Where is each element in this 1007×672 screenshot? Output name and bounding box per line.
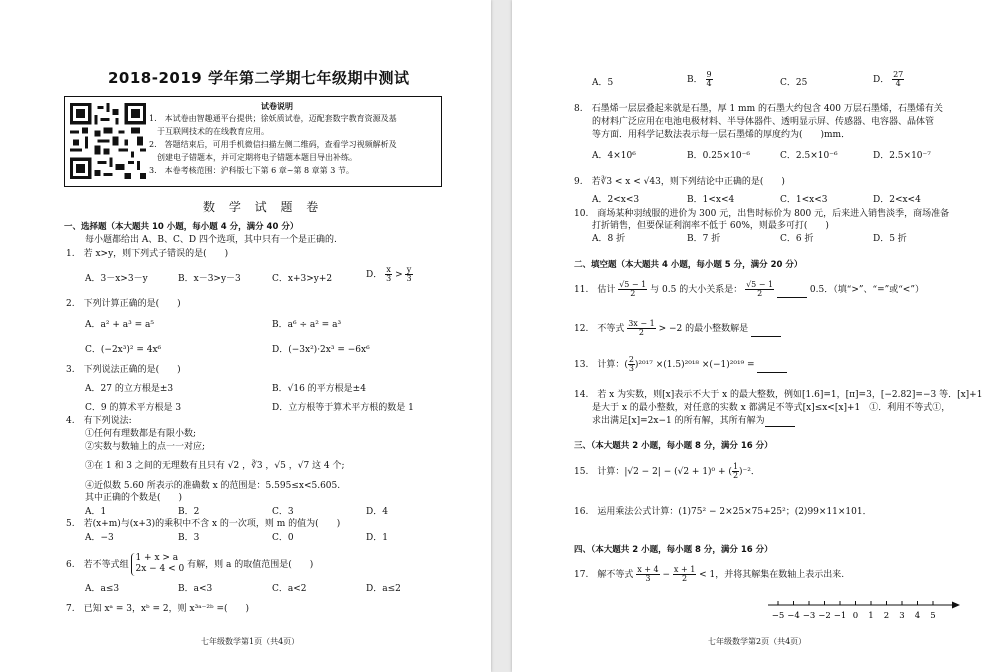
exam-notes-box xyxy=(64,96,442,187)
option-c: C．3 xyxy=(272,507,294,517)
option-b: B．7 折 xyxy=(687,234,721,244)
question-8-line: 等方面．用科学记数法表示每一层石墨烯的厚度约为( )mm． xyxy=(574,130,851,140)
option-d: D．a≤2 xyxy=(366,584,401,594)
answer-blank xyxy=(765,418,795,427)
question-2: 2. 下列计算正确的是( ) xyxy=(66,299,181,309)
answer-blank xyxy=(777,289,807,298)
number-line-label: 3 xyxy=(899,611,905,621)
number-line-label: −5 xyxy=(771,611,785,621)
question-7: 7. 已知 xᵃ = 3，xᵇ = 2，则 x³ᵃ⁻²ᵇ =( ) xyxy=(66,604,250,614)
number-line-label: 1 xyxy=(868,611,874,621)
question-6: 6. 若不等式组 1 + x > a 2x − 4 < 0 有解，则 a 的取值范围是( ) xyxy=(66,553,314,575)
option-b: B．a<3 xyxy=(178,584,213,594)
page-footer: 七年级数学第2页（共4页） xyxy=(708,637,807,646)
number-line-label: 2 xyxy=(883,611,890,621)
question-10: 10. 商场某种羽绒服的进价为 300 元，出售时标价为 800 元，后来进入销售淡季，商场准备 xyxy=(574,209,950,219)
statement-1: ①任何有理数都是有限小数; xyxy=(85,429,197,439)
option-b: B．a⁶ ÷ a² = a³ xyxy=(272,320,342,330)
exam-subtitle: 数 学 试 题 卷 xyxy=(203,200,324,214)
statement-2: ②实数与数轴上的点一一对应; xyxy=(85,442,206,452)
page-2 xyxy=(512,0,1007,672)
question-9: 9. 若∛3 < x < √43，则下列结论中正确的是( ) xyxy=(574,177,785,187)
question-14: 14. 若 x 为实数，则[x]表示不大于 x 的最大整数，例如[1.6]=1，[π]=3，[−2.82]=−3 等．[x]+1 xyxy=(574,390,983,400)
option-d: D．1 xyxy=(366,533,388,543)
question-14-line: 是大于 x 的最小整数，对任意的实数 x 都满足不等式[x]≤x<[x]+1 ①．利用不等式①， xyxy=(574,403,951,413)
number-line-label: 0 xyxy=(852,611,859,621)
question-16: 16. 运用乘法公式计算：(1)75² − 2×25×75+25²；(2)99×11×101． xyxy=(574,507,872,517)
option-c: C．2.5×10⁻⁶ xyxy=(780,151,838,161)
section-heading: 四、（本大题共 2 小题，每小题 8 分，满分 16 分） xyxy=(574,545,773,555)
option-a: A．4×10⁶ xyxy=(592,151,636,161)
option-d: D． $\frac{27}{4}$ xyxy=(873,70,904,88)
option-d: D．2.5×10⁻⁷ xyxy=(873,151,931,161)
option-d: D． $\frac{x}{3}$ > $\frac{y}{3}$ xyxy=(366,265,412,283)
option-c: C．a<2 xyxy=(272,584,307,594)
option-a: A．8 折 xyxy=(592,234,626,244)
number-line xyxy=(764,596,964,624)
option-a: A．2<x<3 xyxy=(592,195,640,205)
option-d: D．(−3x²)·2x³ = −6x⁶ xyxy=(272,345,370,355)
option-b: B．0.25×10⁻⁶ xyxy=(687,151,751,161)
question-5: 5. 若(x+m)与(x+3)的乘积中不含 x 的一次项，则 m 的值为( ) xyxy=(66,519,341,529)
option-a: A．1 xyxy=(85,507,107,517)
option-a: A．−3 xyxy=(85,533,114,543)
option-c: C．9 的算术平方根是 3 xyxy=(85,403,182,413)
note-line: 2. 答题结束后，可用手机微信扫描左侧二维码，查看学习视频解析及 xyxy=(149,140,397,149)
page-1 xyxy=(0,0,491,672)
statement-4: ④近似数 5.60 所表示的准确数 x 的范围是：5.595≤x<5.605. xyxy=(85,481,341,491)
option-d: D．5 折 xyxy=(873,234,907,244)
question-ask: 其中正确的个数是( ) xyxy=(85,493,183,503)
option-d: D．2<x<4 xyxy=(873,195,921,205)
note-line: 创建电子错题本，并可定期将电子错题本题目导出补练。 xyxy=(149,153,357,162)
question-10-line: 打折销售，但要保证利润率不低于 60%，则最多可打( ) xyxy=(574,221,829,231)
number-line-label: 5 xyxy=(930,611,936,621)
option-b: B． $\frac{9}{4}$ xyxy=(687,70,712,88)
question-11: 11. 估计 $\frac{√5 - 1}{2}$ 与 0.5 的大小关系是： $\frac{√5 - 1}{2}$ 0.5．（填“>”、“=”或“<”） xyxy=(574,280,924,298)
exam-title: 2018-2019 学年第二学期七年级期中测试 xyxy=(108,69,410,87)
section-heading: 一、选择题（本大题共 10 小题，每小题 4 分，满分 40 分） xyxy=(64,222,299,232)
section-intro: 每小题都给出 A、B、C、D 四个选项，其中只有一个是正确的. xyxy=(85,235,337,245)
note-line: 于互联网技术的在线教育应用。 xyxy=(149,127,269,136)
question-1: 1. 若 x>y，则下列式子错误的是( ) xyxy=(66,249,229,259)
question-8-line: 的材料广泛应用在电池电极材料、半导体器件、透明显示屏、传感器、电容器、晶体管 xyxy=(574,117,935,127)
question-4: 4. 有下列说法: xyxy=(66,416,132,426)
option-d: D．立方根等于算术平方根的数是 1 xyxy=(272,403,414,413)
number-line-label: −2 xyxy=(818,611,831,621)
answer-blank xyxy=(751,328,781,337)
notes-title: 试卷说明 xyxy=(261,101,293,111)
option-b: B．√16 的平方根是±4 xyxy=(272,384,366,394)
section-heading: 三、（本大题共 2 小题，每小题 8 分，满分 16 分） xyxy=(574,441,773,451)
number-line-label: −4 xyxy=(787,611,800,621)
question-3: 3. 下列说法正确的是( ) xyxy=(66,365,181,375)
question-14-line: 求出满足[x]=2x−1 的所有解，其所有解为 xyxy=(574,416,795,427)
number-line-label: −1 xyxy=(833,611,847,621)
option-c: C．x+3>y+2 xyxy=(272,274,333,284)
page-footer: 七年级数学第1页（共4页） xyxy=(201,637,300,646)
question-15: 15. 计算：|√2 − 2| − (√2 + 1)⁰ + ( $\frac{1}{2}$ )⁻²． xyxy=(574,462,760,480)
option-b: B．x－3>y－3 xyxy=(178,274,241,284)
option-c: C．6 折 xyxy=(780,234,814,244)
statement-3: ③在 1 和 3 之间的无理数有且只有 √2 ，∛3 ，√5 ，√7 这 4 个; xyxy=(85,461,345,471)
note-line: 1. 本试卷由智趣通平台提供；徐妖质试卷，迈配套数字教育资源及基 xyxy=(149,114,397,123)
qr-code-icon xyxy=(70,102,146,180)
option-a: A．a² + a³ = a⁵ xyxy=(85,320,154,330)
question-8: 8. 石墨烯一层层叠起来就是石墨，厚 1 mm 的石墨大约包含 400 万层石墨烯，石墨烯有关 xyxy=(574,104,943,114)
arrow-right-icon xyxy=(952,602,960,609)
option-c: C．(−2x³)² = 4x⁶ xyxy=(85,345,162,355)
question-12: 12. 不等式 $\frac{3x - 1}{2}$ > −2 的最小整数解是 xyxy=(574,320,781,337)
option-b: B．2 xyxy=(178,507,200,517)
number-line-label: −3 xyxy=(802,611,816,621)
option-a: A．a≤3 xyxy=(85,584,120,594)
question-13: 13. 计算：( $\frac{2}{3}$ )²⁰¹⁷ ×(1.5)²⁰¹⁸ ×(−1)²⁰¹⁹ = xyxy=(574,356,787,373)
option-c: C．0 xyxy=(272,533,294,543)
option-a: A．3－x>3－y xyxy=(85,274,148,284)
answer-blank xyxy=(757,364,787,373)
section-heading: 二、填空题（本大题共 4 小题，每小题 5 分，满分 20 分） xyxy=(574,260,803,270)
note-line: 3. 本卷考核范围：沪科版七下第 6 章~第 8 章第 3 节。 xyxy=(149,166,354,175)
option-a: A．5 xyxy=(592,78,614,88)
number-line-label: 4 xyxy=(914,611,921,621)
option-c: C．25 xyxy=(780,78,808,88)
option-c: C．1<x<3 xyxy=(780,195,828,205)
option-b: B．1<x<4 xyxy=(687,195,735,205)
question-17: 17. 解不等式 $\frac{x + 4}{3}$ − $\frac{x + 1}{2}$ < 1，并将其解集在数轴上表示出来. xyxy=(574,565,845,583)
option-b: B．3 xyxy=(178,533,200,543)
option-a: A．27 的立方根是±3 xyxy=(85,384,174,394)
option-d: D．4 xyxy=(366,507,388,517)
